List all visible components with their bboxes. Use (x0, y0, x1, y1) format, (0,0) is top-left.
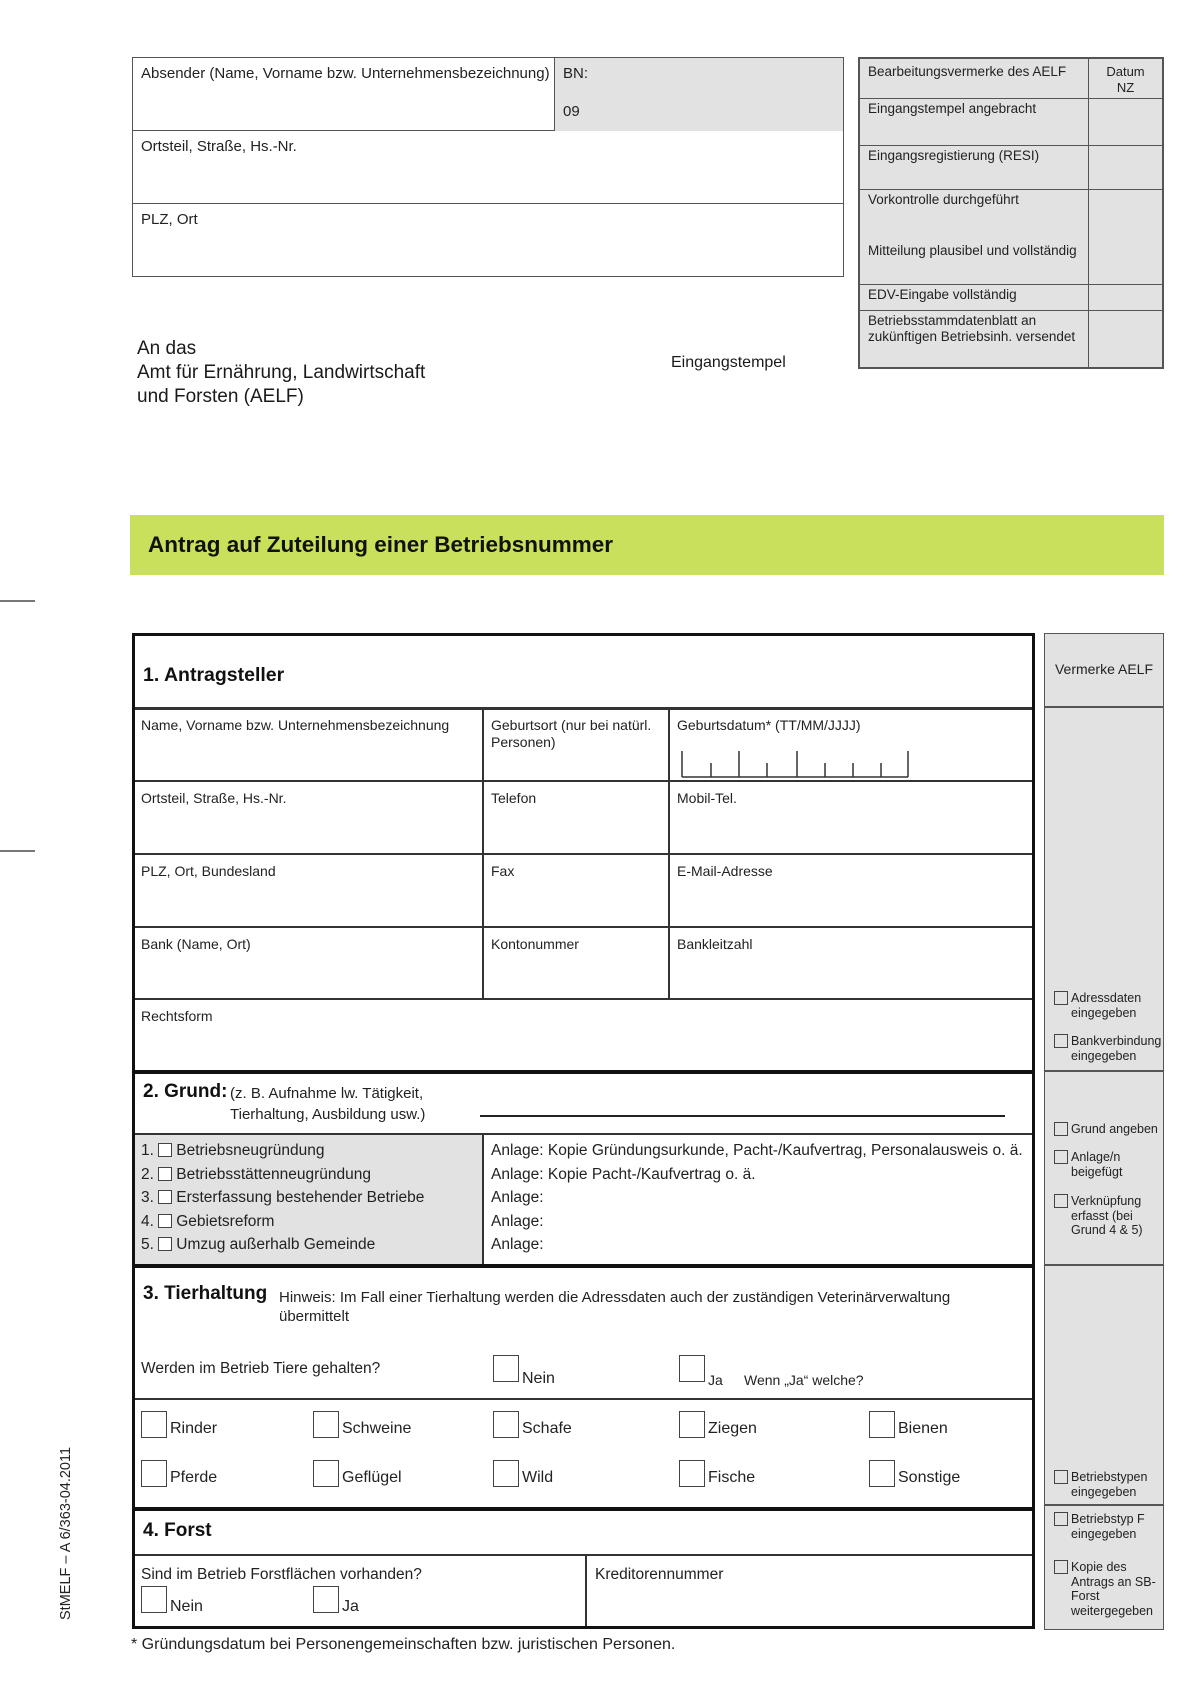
notes-header: Bearbeitungsvermerke des AELF (860, 59, 1089, 99)
birthplace-field[interactable] (484, 709, 668, 780)
sender-plz-field[interactable] (133, 204, 843, 276)
footnote: * Gründungsdatum bei Personengemeinschaften bzw. juristischen Personen. (131, 1636, 676, 1653)
attachment-note: Anlage: (491, 1212, 544, 1230)
stamp-label: Eingangstempel (671, 354, 786, 371)
animal-checkbox-schweine[interactable] (313, 1411, 339, 1438)
checkbox-icon[interactable] (1054, 1512, 1068, 1526)
section2-title: 2. Grund: (143, 1081, 228, 1102)
forest-yes-checkbox[interactable] (313, 1586, 339, 1613)
animal-checkbox-bienen[interactable] (869, 1411, 895, 1438)
reason-checklist (135, 1135, 482, 1264)
checkbox-icon[interactable] (158, 1143, 172, 1157)
section3-title: 3. Tierhaltung (143, 1283, 268, 1304)
forest-question: Sind im Betrieb Forstflächen vorhanden? (141, 1566, 422, 1583)
side-check-verknuepfung[interactable] (1054, 1194, 1159, 1238)
title-banner (130, 515, 1164, 575)
animal-label: Bienen (898, 1420, 948, 1437)
reason-num: 2. (141, 1165, 154, 1183)
reason-item-4[interactable] (141, 1210, 424, 1234)
side-check-label: Betriebstyp F eingegeben (1071, 1512, 1145, 1541)
birthdate-digit-boxes[interactable] (680, 751, 910, 779)
account-field[interactable] (484, 928, 668, 998)
animals-yes-label: Ja (708, 1372, 723, 1388)
bn-prefix: 09 (563, 103, 580, 120)
side-check-adressdaten[interactable] (1054, 991, 1159, 1020)
side-check-label: Verknüpfung erfasst (bei Grund 4 & 5) (1071, 1194, 1143, 1237)
reason-label: Umzug außerhalb Gemeinde (176, 1236, 376, 1253)
name-label: Name, Vorname bzw. Unternehmensbezeichnung (141, 717, 450, 733)
section-divider (135, 1264, 1032, 1268)
name-field[interactable] (135, 709, 482, 780)
side-check-label: Betriebstypen eingegeben (1071, 1470, 1148, 1499)
checkbox-icon[interactable] (1054, 1122, 1068, 1136)
animal-label: Geflügel (342, 1469, 402, 1486)
forest-no-label: Nein (170, 1598, 203, 1615)
reason-item-3[interactable] (141, 1186, 424, 1210)
processing-notes-table (858, 57, 1164, 369)
notes-row-label: Betriebsstammdatenblatt an zukünftigen Betriebsinh. versendet (860, 311, 1089, 368)
notes-date-cell[interactable] (1089, 285, 1163, 311)
reason-label: Betriebsneugründung (176, 1142, 325, 1159)
side-check-anlage[interactable] (1054, 1150, 1159, 1179)
plz-field[interactable] (135, 855, 482, 926)
checkbox-icon[interactable] (1054, 991, 1068, 1005)
animal-checkbox-ziegen[interactable] (679, 1411, 705, 1438)
animal-label: Ziegen (708, 1420, 757, 1437)
recipient-line3: und Forsten (AELF) (137, 386, 304, 407)
recipient-address (137, 337, 425, 409)
reason-label: Betriebsstättenneugründung (176, 1165, 372, 1183)
section-divider (135, 1507, 1032, 1511)
reason-item-5[interactable] (141, 1233, 424, 1257)
side-check-label: Kopie des Antrags an SB-Forst weitergegeben (1071, 1560, 1156, 1618)
checkbox-icon[interactable] (158, 1190, 172, 1204)
attachment-list (491, 1139, 1023, 1257)
animals-which-label: Wenn „Ja“ welche? (744, 1372, 864, 1388)
checkbox-icon[interactable] (1054, 1150, 1068, 1164)
section-divider (135, 1070, 1032, 1074)
animal-checkbox-pferde[interactable] (141, 1460, 167, 1487)
animal-checkbox-sonstige[interactable] (869, 1460, 895, 1487)
notes-date-cell[interactable] (1089, 311, 1163, 368)
side-check-bankverbindung[interactable] (1054, 1034, 1162, 1063)
recipient-line2: Amt für Ernährung, Landwirtschaft (137, 362, 426, 383)
checkbox-icon[interactable] (158, 1214, 172, 1228)
section4-title: 4. Forst (143, 1520, 212, 1541)
blz-label: Bankleitzahl (677, 936, 753, 952)
animal-label: Schweine (342, 1420, 412, 1437)
animals-yes-checkbox[interactable] (679, 1355, 705, 1382)
animal-label: Schafe (522, 1420, 572, 1437)
legal-form-label: Rechtsform (141, 1008, 213, 1024)
checkbox-icon[interactable] (1054, 1194, 1068, 1208)
sender-plz-label: PLZ, Ort (141, 211, 198, 228)
checkbox-icon[interactable] (158, 1167, 172, 1181)
attachment-note: Anlage: (491, 1189, 544, 1206)
fax-label: Fax (491, 863, 515, 879)
divider (1045, 706, 1163, 708)
animal-checkbox-wild[interactable] (493, 1460, 519, 1487)
street-label: Ortsteil, Straße, Hs.-Nr. (141, 790, 287, 806)
side-check-kopie-forst[interactable] (1054, 1560, 1159, 1618)
mobile-field[interactable] (670, 782, 1032, 853)
animal-label: Sonstige (898, 1469, 961, 1486)
reason-list (141, 1139, 424, 1257)
animals-no-label: Nein (522, 1370, 555, 1387)
fax-field[interactable] (484, 855, 668, 926)
notes-date-header: Datum NZ (1089, 59, 1163, 99)
account-label: Kontonummer (491, 936, 579, 952)
sender-street-label: Ortsteil, Straße, Hs.-Nr. (141, 138, 297, 155)
notes-date-cell[interactable] (1089, 146, 1163, 190)
side-check-grund[interactable] (1054, 1122, 1159, 1137)
notes-date-cell[interactable] (1089, 190, 1163, 285)
forest-no-checkbox[interactable] (141, 1586, 167, 1613)
sender-street-field[interactable] (133, 131, 843, 204)
notes-row-label: Eingangstempel angebracht (860, 99, 1089, 146)
notes-row-label: EDV-Eingabe vollständig (860, 285, 1089, 311)
animal-label: Wild (522, 1469, 554, 1486)
checkbox-icon[interactable] (1054, 1470, 1068, 1484)
reason-num: 4. (141, 1212, 154, 1230)
form-code: StMELF – A 6/363-04.2011 (58, 1446, 74, 1620)
attachment-note: Anlage: Kopie Pacht-/Kaufvertrag o. ä. (491, 1165, 756, 1183)
sender-box (132, 57, 844, 277)
birthplace-label: Geburtsort (nur bei natürl. Personen) (491, 717, 652, 750)
page-title: Antrag auf Zuteilung einer Betriebsnummer (148, 532, 614, 557)
animal-label: Pferde (170, 1469, 218, 1486)
reason-num: 1. (141, 1142, 154, 1159)
aelf-notes-header: Vermerke AELF (1054, 661, 1154, 677)
side-check-label: Grund angeben (1071, 1122, 1158, 1136)
absender-label: Absender (Name, Vorname bzw. Unternehmensbezeichnung) (141, 65, 550, 82)
birthdate-label: Geburtsdatum* (TT/MM/JJJJ) (677, 717, 861, 733)
reason-num: 3. (141, 1189, 154, 1206)
section3-hint: Hinweis: Im Fall einer Tierhaltung werden die Adressdaten auch der zuständigen Veterinärverwaltung übermittelt (279, 1289, 951, 1325)
bank-field[interactable] (135, 928, 482, 998)
side-check-betriebstyp-f[interactable] (1054, 1512, 1159, 1541)
animal-label: Fische (708, 1469, 756, 1486)
section2-hint-line2: Tierhaltung, Ausbildung usw.) (230, 1106, 426, 1123)
attachment-note: Anlage: (491, 1236, 544, 1253)
animal-checkbox-gefluegel[interactable] (313, 1460, 339, 1487)
divider (1045, 1070, 1163, 1072)
vorkontrolle-label: Vorkontrolle durchgeführt (868, 192, 1019, 207)
reason-input-line[interactable] (480, 1114, 1005, 1117)
email-label: E-Mail-Adresse (677, 863, 773, 879)
forest-yes-label: Ja (342, 1598, 359, 1615)
street-field[interactable] (135, 782, 482, 853)
section1-title: 1. Antragsteller (143, 664, 285, 686)
absender-row (133, 58, 843, 131)
divider (135, 1398, 1032, 1400)
creditor-number-field[interactable] (587, 1556, 1032, 1626)
animals-question: Werden im Betrieb Tiere gehalten? (141, 1360, 381, 1377)
divider (1045, 1264, 1163, 1266)
checkbox-icon[interactable] (1054, 1034, 1068, 1048)
divider (1045, 1504, 1163, 1506)
phone-label: Telefon (491, 790, 537, 806)
mitteilung-label: Mitteilung plausibel und vollständig (868, 243, 1077, 258)
animal-checkbox-fische[interactable] (679, 1460, 705, 1487)
animal-checkbox-rinder[interactable] (141, 1411, 167, 1438)
checkbox-icon[interactable] (1054, 1560, 1068, 1574)
side-check-label: Anlage/n beigefügt (1071, 1150, 1123, 1179)
reason-num: 5. (141, 1236, 154, 1253)
divider (482, 1135, 484, 1264)
side-check-label: Bankverbindung eingegeben (1071, 1034, 1162, 1063)
reason-item-2[interactable] (141, 1163, 424, 1187)
checkbox-icon[interactable] (158, 1237, 172, 1251)
side-check-betriebstypen[interactable] (1054, 1470, 1159, 1499)
animal-checkbox-schafe[interactable] (493, 1411, 519, 1438)
blz-field[interactable] (670, 928, 1032, 998)
section2-hint-line1: (z. B. Aufnahme lw. Tätigkeit, (230, 1085, 424, 1102)
creditor-label: Kreditorennummer (595, 1566, 724, 1583)
application-form (132, 633, 1035, 1629)
animals-no-checkbox[interactable] (493, 1355, 519, 1382)
fold-mark-bottom (0, 850, 35, 852)
side-check-label: Adressdaten eingegeben (1071, 991, 1142, 1020)
bn-label: BN: (563, 65, 589, 82)
aelf-notes-column (1044, 633, 1164, 1630)
notes-row-label: Eingangsregistierung (RESI) (860, 146, 1089, 190)
legal-form-field[interactable] (135, 1000, 1032, 1070)
plz-label: PLZ, Ort, Bundesland (141, 863, 276, 879)
recipient-line1: An das (137, 338, 197, 359)
reason-label: Ersterfassung bestehender Betriebe (176, 1189, 425, 1206)
email-field[interactable] (670, 855, 1032, 926)
attachment-note: Anlage: Kopie Gründungsurkunde, Pacht-/Kaufvertrag, Personalausweis o. ä. (491, 1142, 1023, 1159)
notes-row-label (860, 190, 1089, 285)
fold-mark-top (0, 600, 35, 602)
animal-label: Rinder (170, 1420, 218, 1437)
bn-field[interactable] (554, 58, 843, 131)
bank-label: Bank (Name, Ort) (141, 936, 251, 952)
mobile-label: Mobil-Tel. (677, 790, 737, 806)
phone-field[interactable] (484, 782, 668, 853)
notes-date-cell[interactable] (1089, 99, 1163, 146)
reason-item-1[interactable] (141, 1139, 424, 1163)
reason-label: Gebietsreform (176, 1212, 275, 1230)
